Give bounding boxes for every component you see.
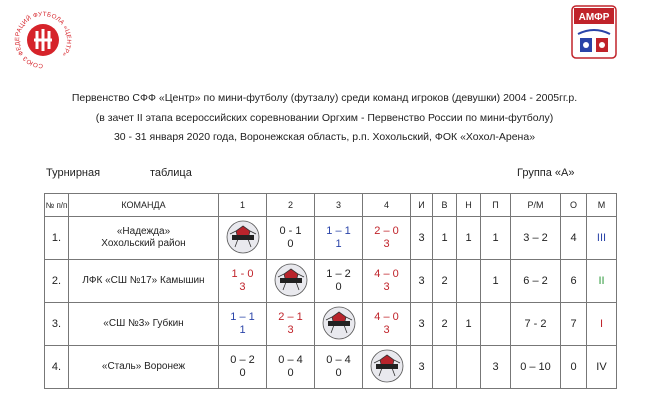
match-cell bbox=[315, 217, 363, 260]
table-row bbox=[45, 303, 617, 346]
stat-draw: 1 bbox=[457, 303, 481, 346]
stat-points: 0 bbox=[561, 346, 587, 389]
match-score: 0 - 1 bbox=[279, 225, 302, 237]
match-score: 2 – 1 bbox=[278, 311, 303, 323]
col-header: П bbox=[481, 194, 511, 217]
stat-won: 2 bbox=[433, 260, 457, 303]
stat-goals: 6 – 2 bbox=[511, 260, 561, 303]
football-icon bbox=[274, 263, 308, 297]
col-header: Н bbox=[457, 194, 481, 217]
match-score: 0 – 4 bbox=[326, 354, 351, 366]
match-cell bbox=[363, 260, 411, 303]
stat-won bbox=[433, 346, 457, 389]
col-header: И bbox=[411, 194, 433, 217]
amfr-logo bbox=[570, 4, 618, 60]
match-cell bbox=[315, 260, 363, 303]
col-header: 1 bbox=[219, 194, 267, 217]
row-number: 4. bbox=[45, 346, 69, 389]
stat-points: 6 bbox=[561, 260, 587, 303]
table-header-row bbox=[45, 194, 617, 217]
match-score: 1 - 0 bbox=[231, 268, 254, 280]
col-header: 3 bbox=[315, 194, 363, 217]
team-name bbox=[69, 260, 219, 303]
match-score: 4 – 0 bbox=[374, 311, 399, 323]
stat-lost: 1 bbox=[481, 217, 511, 260]
stat-played: 3 bbox=[411, 217, 433, 260]
match-result bbox=[278, 311, 302, 337]
match-result bbox=[374, 225, 398, 251]
stat-played: 3 bbox=[411, 260, 433, 303]
football-icon bbox=[322, 306, 356, 340]
match-cell bbox=[219, 260, 267, 303]
row-number: 2. bbox=[45, 260, 69, 303]
col-header: 4 bbox=[363, 194, 411, 217]
match-score: 1 – 1 bbox=[326, 225, 351, 237]
team-name-line: ЛФК «СШ №17» Камышин bbox=[82, 275, 205, 286]
sff-centre-logo bbox=[6, 2, 80, 74]
match-result bbox=[231, 268, 253, 294]
match-cell bbox=[267, 217, 315, 260]
logo-ring-text: СОЮЗ ФЕДЕРАЦИЙ ФУТБОЛА «ЦЕНТР» bbox=[13, 10, 73, 70]
stat-points: 4 bbox=[561, 217, 587, 260]
match-result bbox=[326, 225, 350, 251]
stat-draw: 1 bbox=[457, 217, 481, 260]
match-cell bbox=[267, 260, 315, 303]
match-score: 2 – 0 bbox=[374, 225, 399, 237]
final-place: III bbox=[587, 217, 617, 260]
team-name bbox=[69, 303, 219, 346]
col-header: № п/п bbox=[45, 194, 69, 217]
table-row bbox=[45, 217, 617, 260]
stat-lost: 1 bbox=[481, 260, 511, 303]
match-points: 1 bbox=[239, 324, 246, 336]
match-result bbox=[279, 225, 301, 251]
match-result bbox=[326, 354, 350, 380]
match-result bbox=[230, 354, 254, 380]
match-points: 3 bbox=[383, 324, 390, 336]
match-result bbox=[326, 268, 350, 294]
match-points: 1 bbox=[335, 238, 342, 250]
stat-draw bbox=[457, 260, 481, 303]
stat-played: 3 bbox=[411, 303, 433, 346]
football-icon bbox=[370, 349, 404, 383]
stat-lost: 3 bbox=[481, 346, 511, 389]
table-row bbox=[45, 260, 617, 303]
match-points: 0 bbox=[335, 367, 342, 379]
section-label-tournament: Турнирная bbox=[46, 167, 101, 179]
stat-goals: 3 – 2 bbox=[511, 217, 561, 260]
col-header: КОМАНДА bbox=[69, 194, 219, 217]
stat-points: 7 bbox=[561, 303, 587, 346]
final-place: II bbox=[587, 260, 617, 303]
event-date-venue: 30 - 31 января 2020 года, Воронежская область, р.п. Хохольский, ФОК «Хохол-Арена» bbox=[113, 131, 536, 143]
final-place: IV bbox=[587, 346, 617, 389]
match-score: 1 – 2 bbox=[326, 268, 351, 280]
match-cell bbox=[267, 303, 315, 346]
event-title: Первенство СФФ «Центр» по мини-футболу (футзалу) среди команд игроков (девушки) 2004 - 2005гг.р. bbox=[71, 92, 578, 104]
match-points: 0 bbox=[335, 281, 342, 293]
col-header: В bbox=[433, 194, 457, 217]
stat-won: 1 bbox=[433, 217, 457, 260]
section-label-table: таблица bbox=[150, 167, 192, 179]
match-result bbox=[374, 268, 398, 294]
match-cell bbox=[315, 303, 363, 346]
stat-goals: 7 - 2 bbox=[511, 303, 561, 346]
match-result bbox=[374, 311, 398, 337]
match-score: 4 – 0 bbox=[374, 268, 399, 280]
match-score: 0 – 2 bbox=[230, 354, 255, 366]
stat-won: 2 bbox=[433, 303, 457, 346]
final-place: I bbox=[587, 303, 617, 346]
event-subtitle: (в зачет II этапа всероссийских соревновании Оргхим - Первенство России по мини-футболу) bbox=[95, 112, 554, 124]
group-label: Группа «А» bbox=[517, 167, 575, 179]
team-name-line: Хохольский район bbox=[101, 238, 186, 249]
team-name bbox=[69, 346, 219, 389]
team-name-line: «СШ №3» Губкин bbox=[103, 318, 184, 329]
match-score: 1 – 1 bbox=[230, 311, 255, 323]
stat-draw bbox=[457, 346, 481, 389]
match-cell bbox=[363, 346, 411, 389]
match-points: 3 bbox=[239, 281, 246, 293]
football-icon bbox=[226, 220, 260, 254]
match-points: 0 bbox=[287, 238, 294, 250]
stat-lost bbox=[481, 303, 511, 346]
match-points: 3 bbox=[383, 238, 390, 250]
col-header: М bbox=[587, 194, 617, 217]
match-cell bbox=[315, 346, 363, 389]
match-cell bbox=[219, 346, 267, 389]
match-points: 3 bbox=[383, 281, 390, 293]
match-result bbox=[230, 311, 254, 337]
col-header: 2 bbox=[267, 194, 315, 217]
col-header: Р/М bbox=[511, 194, 561, 217]
match-points: 0 bbox=[239, 367, 246, 379]
logo-title: АМФР bbox=[578, 12, 610, 23]
match-cell bbox=[267, 346, 315, 389]
match-points: 0 bbox=[287, 367, 294, 379]
team-name bbox=[69, 217, 219, 260]
col-header: О bbox=[561, 194, 587, 217]
row-number: 1. bbox=[45, 217, 69, 260]
match-result bbox=[278, 354, 302, 380]
match-cell bbox=[219, 217, 267, 260]
team-name-line: «Надежда» bbox=[116, 226, 171, 237]
match-cell bbox=[363, 217, 411, 260]
team-name-line: «Сталь» Воронеж bbox=[101, 361, 186, 372]
standings-table bbox=[44, 193, 617, 389]
match-cell bbox=[219, 303, 267, 346]
match-score: 0 – 4 bbox=[278, 354, 303, 366]
table-row bbox=[45, 346, 617, 389]
match-cell bbox=[363, 303, 411, 346]
stat-goals: 0 – 10 bbox=[511, 346, 561, 389]
row-number: 3. bbox=[45, 303, 69, 346]
match-points: 3 bbox=[287, 324, 294, 336]
stat-played: 3 bbox=[411, 346, 433, 389]
